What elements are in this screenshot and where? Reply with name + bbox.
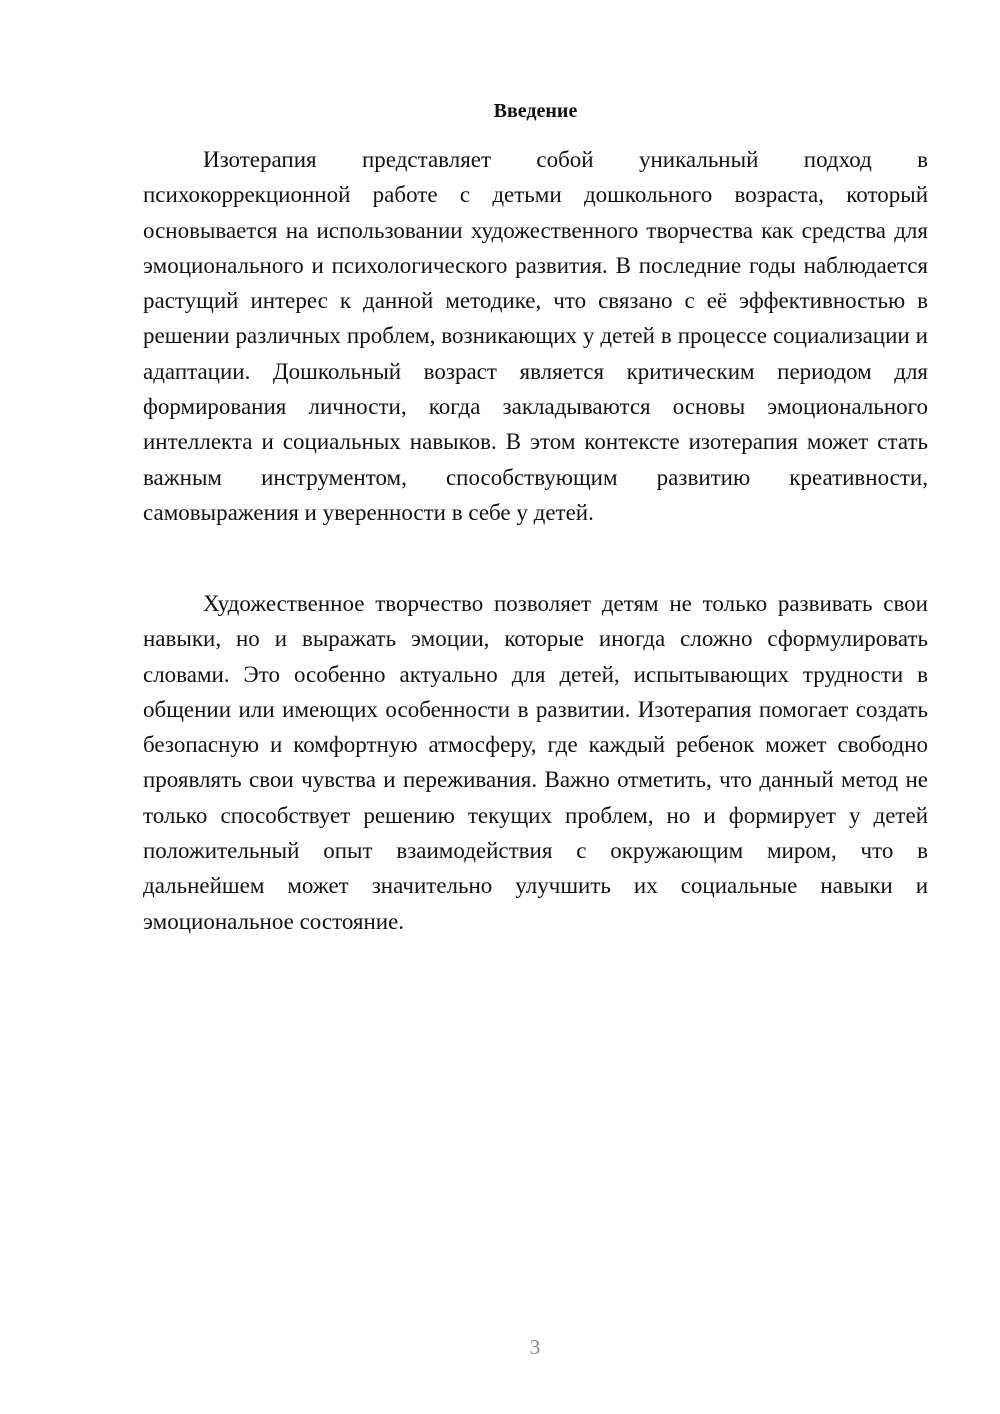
paragraph-1: Изотерапия представляет собой уникальный подход в психокоррекционной работе с детьми дошкольного возраста, который основывается на использовании художественного творчества как средства для эмоционального и психологического развития. В последние годы наблюдается растущий интерес к данной методике, что связано с её эффективностью в решении различных проблем, возникающих у детей в процессе социализации и адаптации. Дошкольный возраст является критическим периодом для формирования личности, когда закладываются основы эмоционального интеллекта и социальных навыков. В этом контексте изотерапия может стать важным инструментом, способствующим развитию креативности, самовыражения и уверенности в себе у детей.: [143, 147, 928, 525]
page-number: 3: [529, 1335, 541, 1359]
paragraph-2: Художественное творчество позволяет детям не только развивать свои навыки, но и выражать эмоции, которые иногда сложно сформулировать словами. Это особенно актуально для детей, испытывающих трудности в общении или имеющих особенности в развитии. Изотерапия помогает создать безопасную и комфортную атмосферу, где каждый ребенок может свободно проявлять свои чувства и переживания. Важно отметить, что данный метод не только способствует решению текущих проблем, но и формирует у детей положительный опыт взаимодействия с окружающим миром, что в дальнейшем может значительно улучшить их социальные навыки и эмоциональное состояние.: [143, 591, 928, 934]
section-heading: Введение: [493, 100, 578, 122]
